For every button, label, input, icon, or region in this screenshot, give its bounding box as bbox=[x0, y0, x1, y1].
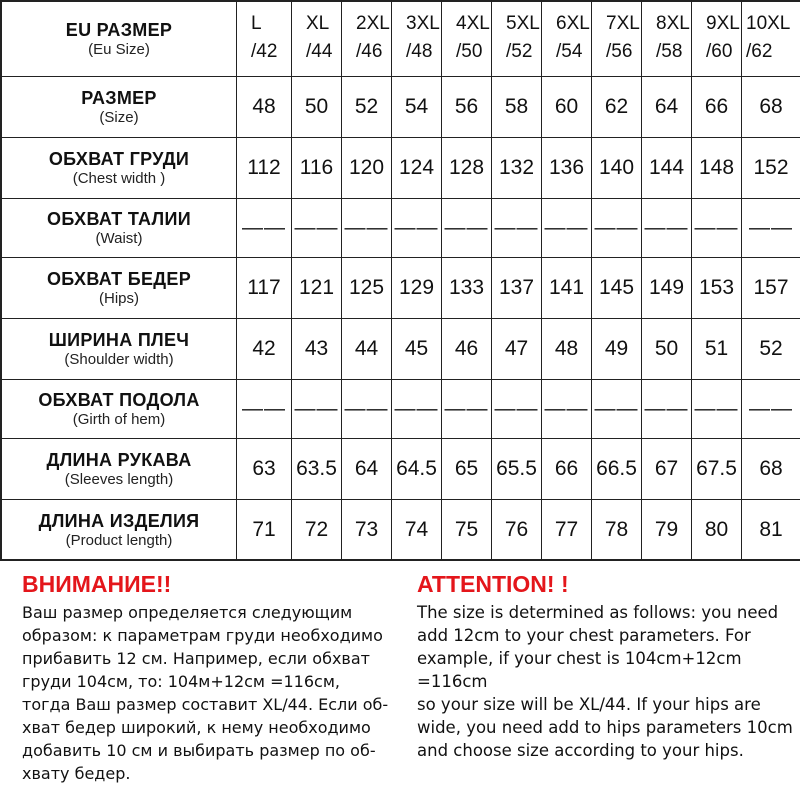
table-value: —— bbox=[242, 216, 286, 239]
table-value-cell bbox=[492, 500, 542, 561]
table-value-cell bbox=[237, 199, 292, 258]
table-value: 116 bbox=[299, 156, 334, 179]
table-value: 133 bbox=[448, 276, 485, 299]
table-value-cell bbox=[692, 380, 742, 439]
table-value-cell bbox=[342, 380, 392, 439]
table-value: 149 bbox=[648, 276, 685, 299]
attention-title-ru: ВНИМАНИЕ!! bbox=[22, 571, 172, 597]
table-value: —— bbox=[294, 216, 339, 239]
size-header-cell bbox=[292, 2, 342, 77]
attention-title-en: ATTENTION! ! bbox=[417, 571, 569, 597]
table-value: 120 bbox=[348, 156, 385, 179]
table-value: 54 bbox=[404, 95, 429, 118]
table-value-cell bbox=[492, 319, 542, 380]
row-label-cell bbox=[2, 380, 237, 439]
table-value-cell bbox=[742, 138, 800, 199]
row-label-ru: ОБХВАТ ПОДОЛА bbox=[38, 390, 200, 410]
table-value-cell bbox=[237, 500, 292, 561]
table-value: 76 bbox=[504, 517, 529, 541]
table-value: 64 bbox=[654, 95, 679, 118]
table-value: 68 bbox=[759, 457, 783, 480]
table-value: 153 bbox=[698, 276, 735, 299]
table-value: 145 bbox=[598, 276, 635, 299]
table-value-cell bbox=[492, 439, 542, 500]
eu-size: /44 bbox=[306, 41, 333, 62]
table-value-cell bbox=[442, 380, 492, 439]
table-value: 73 bbox=[354, 517, 379, 541]
table-value-cell bbox=[292, 319, 342, 380]
table-value-cell bbox=[442, 319, 492, 380]
table-value: 52 bbox=[759, 337, 783, 360]
table-value-cell bbox=[742, 319, 800, 380]
table-value: —— bbox=[344, 216, 389, 239]
table-value: 50 bbox=[654, 337, 679, 360]
row-label-cell bbox=[2, 258, 237, 319]
table-value: 62 bbox=[604, 95, 629, 118]
size-letter: 9XL bbox=[706, 13, 740, 34]
table-value: 128 bbox=[448, 156, 485, 179]
table-value-cell bbox=[542, 439, 592, 500]
table-value: 52 bbox=[354, 95, 379, 118]
table-value: —— bbox=[594, 216, 639, 239]
table-value-cell bbox=[442, 439, 492, 500]
table-value: 45 bbox=[404, 337, 429, 360]
table-value: 78 bbox=[604, 517, 629, 541]
table-value: 121 bbox=[298, 276, 335, 299]
table-value: 51 bbox=[704, 337, 729, 360]
table-value: 66 bbox=[704, 95, 729, 118]
table-value: 63 bbox=[252, 457, 276, 480]
table-value: —— bbox=[344, 397, 389, 420]
size-letter: L bbox=[251, 13, 262, 34]
table-value: —— bbox=[242, 397, 286, 420]
table-value: 77 bbox=[554, 517, 579, 541]
size-header-cell bbox=[342, 2, 392, 77]
table-value-cell bbox=[492, 199, 542, 258]
size-header-cell bbox=[592, 2, 642, 77]
table-value-cell bbox=[742, 439, 800, 500]
attention-body-ru: Ваш размер определяется следующим образом: к параметрам груди необходимо прибавить 12 см. Например, если обхват груди 104см, то: 104м+12см =116см, тогда Ваш размер составит XL/44. Если об- хват бедер широкий, к нему необходимо добавить 10 см и выбирать размер по об- хвату бедер. bbox=[22, 603, 389, 783]
table-value: 46 bbox=[454, 337, 479, 360]
size-header-cell bbox=[742, 2, 800, 77]
header-label-cell bbox=[2, 2, 237, 77]
row-label-ru: ДЛИНА ИЗДЕЛИЯ bbox=[38, 510, 200, 531]
table-value-cell bbox=[292, 258, 342, 319]
table-value-cell bbox=[742, 77, 800, 138]
eu-size: /52 bbox=[506, 41, 533, 62]
table-value-cell bbox=[642, 380, 692, 439]
size-header-cell bbox=[692, 2, 742, 77]
row-label-ru: ШИРИНА ПЛЕЧ bbox=[48, 330, 190, 350]
table-value-cell bbox=[292, 380, 342, 439]
table-value-cell bbox=[692, 77, 742, 138]
table-value: —— bbox=[444, 216, 489, 239]
size-letter: 8XL bbox=[656, 13, 690, 34]
eu-size: /56 bbox=[606, 41, 633, 62]
table-value: 50 bbox=[304, 95, 329, 118]
table-value-cell bbox=[592, 258, 642, 319]
row-label-en: (Hips) bbox=[99, 290, 139, 307]
row-label-ru: EU РАЗМЕР bbox=[65, 20, 173, 40]
table-value-cell bbox=[292, 138, 342, 199]
table-value-cell bbox=[692, 138, 742, 199]
table-value-cell bbox=[642, 199, 692, 258]
size-letter: 4XL bbox=[456, 13, 490, 34]
table-value-cell bbox=[592, 439, 642, 500]
table-value-cell bbox=[237, 319, 292, 380]
table-value-cell bbox=[592, 380, 642, 439]
table-value: 48 bbox=[252, 95, 276, 118]
table-value-cell bbox=[542, 380, 592, 439]
table-value-cell bbox=[442, 258, 492, 319]
eu-size: /50 bbox=[456, 41, 483, 62]
table-value: 80 bbox=[704, 517, 729, 541]
table-value-cell bbox=[342, 138, 392, 199]
size-letter: 5XL bbox=[506, 13, 540, 34]
table-value-cell bbox=[542, 258, 592, 319]
table-value: —— bbox=[394, 397, 439, 420]
table-value: 71 bbox=[252, 517, 276, 541]
eu-size: /60 bbox=[706, 41, 733, 62]
attention-body-en: The size is determined as follows: you need add 12cm to your chest parameters. For example, if your chest is 104cm+12cm =116cm so your size will be XL/44. If your hips are wide, you need add to hips parameters 10cm and choose size according to your hips. bbox=[417, 603, 793, 760]
row-label-en: (Eu Size) bbox=[88, 41, 150, 58]
table-value-cell bbox=[237, 439, 292, 500]
table-value-cell bbox=[642, 439, 692, 500]
table-value: 112 bbox=[247, 156, 281, 179]
table-value-cell bbox=[592, 500, 642, 561]
table-value-cell bbox=[542, 319, 592, 380]
table-value: 74 bbox=[404, 517, 429, 541]
table-value: 152 bbox=[753, 156, 789, 179]
table-value-cell bbox=[442, 138, 492, 199]
size-header-cell bbox=[542, 2, 592, 77]
table-value: 117 bbox=[247, 276, 281, 299]
table-value-cell bbox=[592, 319, 642, 380]
size-header-cell bbox=[442, 2, 492, 77]
table-value-cell bbox=[642, 138, 692, 199]
table-value-cell bbox=[392, 258, 442, 319]
size-letter: 7XL bbox=[606, 13, 640, 34]
table-value: —— bbox=[644, 216, 689, 239]
size-header-cell bbox=[642, 2, 692, 77]
row-label-cell bbox=[2, 439, 237, 500]
table-value: 140 bbox=[598, 156, 635, 179]
table-value-cell bbox=[592, 138, 642, 199]
table-value: 65 bbox=[454, 457, 479, 480]
table-value: 79 bbox=[654, 517, 679, 541]
table-value: 129 bbox=[398, 276, 435, 299]
eu-size: /42 bbox=[251, 41, 278, 62]
size-letter: 3XL bbox=[406, 13, 440, 34]
table-value-cell bbox=[642, 500, 692, 561]
table-value-cell bbox=[492, 77, 542, 138]
row-label-cell bbox=[2, 319, 237, 380]
eu-size: /62 bbox=[746, 41, 773, 62]
table-value: 44 bbox=[354, 337, 379, 360]
table-value-cell bbox=[292, 77, 342, 138]
table-value-cell bbox=[342, 319, 392, 380]
table-value-cell bbox=[542, 199, 592, 258]
table-value-cell bbox=[237, 77, 292, 138]
table-value: —— bbox=[544, 397, 589, 420]
table-value: —— bbox=[544, 216, 589, 239]
table-value: 65.5 bbox=[496, 457, 537, 480]
size-header-cell bbox=[237, 2, 292, 77]
table-value: 67.5 bbox=[696, 457, 737, 480]
table-value: 144 bbox=[648, 156, 685, 179]
table-value-cell bbox=[642, 77, 692, 138]
table-value-cell bbox=[692, 500, 742, 561]
size-letter: 10XL bbox=[746, 13, 791, 34]
table-value: 66.5 bbox=[596, 457, 637, 480]
table-value-cell bbox=[392, 138, 442, 199]
eu-size: /48 bbox=[406, 41, 433, 62]
table-value-cell bbox=[342, 439, 392, 500]
table-value: 72 bbox=[304, 517, 329, 541]
table-value-cell bbox=[592, 199, 642, 258]
table-value: —— bbox=[394, 216, 439, 239]
table-value-cell bbox=[692, 319, 742, 380]
table-value-cell bbox=[342, 500, 392, 561]
table-value-cell bbox=[492, 138, 542, 199]
table-value-cell bbox=[742, 380, 800, 439]
table-value-cell bbox=[542, 77, 592, 138]
table-value-cell bbox=[542, 500, 592, 561]
row-label-cell bbox=[2, 199, 237, 258]
table-value-cell bbox=[392, 319, 442, 380]
table-value: 64.5 bbox=[396, 457, 437, 480]
table-value: —— bbox=[644, 397, 689, 420]
table-value: 132 bbox=[498, 156, 535, 179]
row-label-en: (Product length) bbox=[65, 531, 173, 549]
table-value: —— bbox=[294, 397, 339, 420]
table-value: 47 bbox=[504, 337, 529, 360]
table-value: 49 bbox=[604, 337, 629, 360]
table-value: 48 bbox=[554, 337, 579, 360]
table-value: 157 bbox=[753, 276, 789, 299]
attention-note-ru bbox=[22, 570, 407, 785]
table-value: 136 bbox=[548, 156, 585, 179]
size-letter: 2XL bbox=[356, 13, 390, 34]
table-value-cell bbox=[292, 199, 342, 258]
row-label-ru: ДЛИНА РУКАВА bbox=[46, 450, 192, 470]
row-label-en: (Girth of hem) bbox=[72, 411, 166, 428]
table-value: —— bbox=[494, 397, 539, 420]
table-value-cell bbox=[592, 77, 642, 138]
table-value: 81 bbox=[759, 517, 783, 541]
row-label-en: (Chest width ) bbox=[72, 170, 166, 187]
eu-size: /54 bbox=[556, 41, 583, 62]
table-value-cell bbox=[292, 500, 342, 561]
table-value: 56 bbox=[454, 95, 479, 118]
table-value-cell bbox=[492, 258, 542, 319]
table-value-cell bbox=[492, 380, 542, 439]
table-value-cell bbox=[392, 77, 442, 138]
table-value-cell bbox=[692, 199, 742, 258]
row-label-ru: ОБХВАТ ГРУДИ bbox=[48, 149, 190, 169]
table-value: —— bbox=[694, 397, 739, 420]
row-label-en: (Shoulder width) bbox=[64, 351, 174, 368]
table-value: 125 bbox=[348, 276, 385, 299]
table-value: 67 bbox=[654, 457, 679, 480]
eu-size: /46 bbox=[356, 41, 383, 62]
row-label-cell bbox=[2, 138, 237, 199]
row-label-cell bbox=[2, 77, 237, 138]
table-value-cell bbox=[542, 138, 592, 199]
size-letter: XL bbox=[306, 13, 330, 34]
row-label-en: (Size) bbox=[99, 109, 139, 126]
table-value-cell bbox=[442, 199, 492, 258]
table-value: —— bbox=[694, 216, 739, 239]
table-value-cell bbox=[442, 500, 492, 561]
table-value-cell bbox=[692, 439, 742, 500]
eu-size: /58 bbox=[656, 41, 683, 62]
table-value-cell bbox=[742, 258, 800, 319]
table-value-cell bbox=[392, 380, 442, 439]
table-value: 63.5 bbox=[296, 457, 337, 480]
table-value-cell bbox=[342, 77, 392, 138]
row-label-ru: РАЗМЕР bbox=[81, 88, 157, 108]
row-label-ru: ОБХВАТ БЕДЕР bbox=[46, 269, 192, 289]
table-value-cell bbox=[392, 500, 442, 561]
size-header-cell bbox=[392, 2, 442, 77]
table-value: —— bbox=[749, 397, 793, 420]
table-value-cell bbox=[342, 258, 392, 319]
table-value: 75 bbox=[454, 517, 479, 541]
size-header-cell bbox=[492, 2, 542, 77]
table-value-cell bbox=[742, 199, 800, 258]
table-value: —— bbox=[749, 216, 793, 239]
table-value-cell bbox=[237, 138, 292, 199]
table-value: 64 bbox=[354, 457, 379, 480]
row-label-en: (Sleeves length) bbox=[64, 471, 174, 488]
table-value: 42 bbox=[252, 337, 276, 360]
table-value-cell bbox=[392, 199, 442, 258]
table-value: 141 bbox=[548, 276, 585, 299]
table-value: —— bbox=[594, 397, 639, 420]
table-value-cell bbox=[392, 439, 442, 500]
table-value: —— bbox=[494, 216, 539, 239]
table-value: 68 bbox=[759, 95, 783, 118]
table-value: 58 bbox=[504, 95, 529, 118]
table-value: 66 bbox=[554, 457, 579, 480]
table-value-cell bbox=[642, 258, 692, 319]
table-value-cell bbox=[692, 258, 742, 319]
row-label-en: (Waist) bbox=[95, 230, 143, 247]
table-value-cell bbox=[237, 380, 292, 439]
table-value: 124 bbox=[398, 156, 435, 179]
size-letter: 6XL bbox=[556, 13, 590, 34]
table-value-cell bbox=[342, 199, 392, 258]
table-value: —— bbox=[444, 397, 489, 420]
table-value: 43 bbox=[304, 337, 329, 360]
row-label-cell bbox=[2, 500, 237, 561]
table-value-cell bbox=[442, 77, 492, 138]
table-value-cell bbox=[642, 319, 692, 380]
row-label-ru: ОБХВАТ ТАЛИИ bbox=[47, 209, 191, 229]
table-value: 60 bbox=[554, 95, 579, 118]
table-value: 148 bbox=[698, 156, 735, 179]
table-value-cell bbox=[237, 258, 292, 319]
table-value: 137 bbox=[498, 276, 535, 299]
attention-note-en bbox=[417, 570, 800, 762]
table-value-cell bbox=[742, 500, 800, 561]
table-value-cell bbox=[292, 439, 342, 500]
